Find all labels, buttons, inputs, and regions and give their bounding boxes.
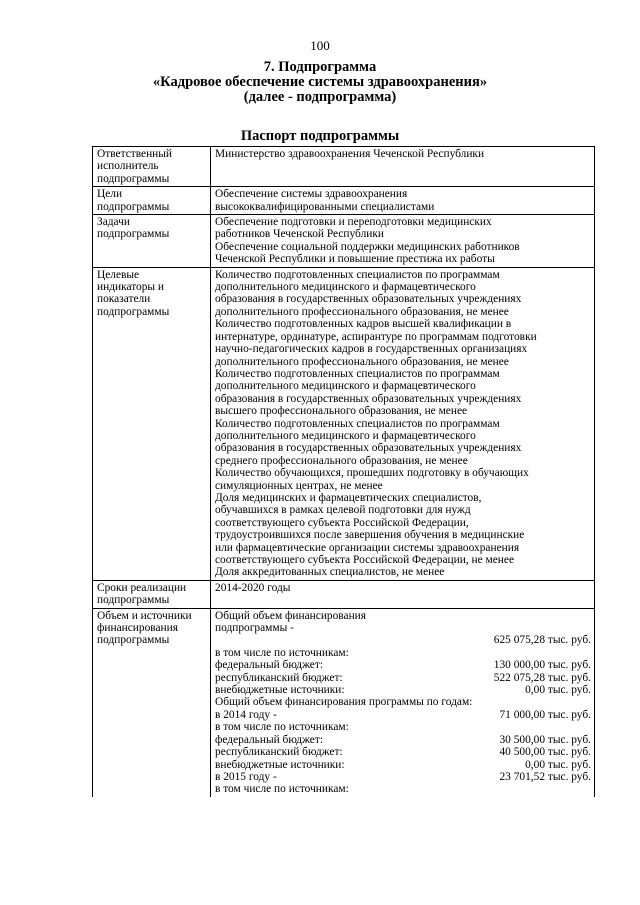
label-line: подпрограммы [97,172,170,185]
value-line: соответствующего субъекта Российской Федерации, не менее [215,554,514,566]
value-line: Чеченской Республики и повышение престижа их работы [215,253,495,266]
value-line: научно-педагогических кадров в государственных организациях [215,343,528,356]
year-2015-label: в 2015 году - [215,770,277,783]
value-goals [211,187,595,215]
value-line: симуляционных центрах, не менее [215,479,383,492]
value-line: или фармацевтические организации системы здравоохранения [215,541,520,554]
value-line: трудоустроившихся после завершения обучения в медицинские [215,529,525,542]
label-line: подпрограммы [97,305,170,318]
label-line: Целевые [97,268,140,281]
row-executor [93,147,595,187]
label-line: Ответственный [97,148,173,160]
value-terms [211,580,595,608]
label-line: подпрограммы [97,594,170,607]
row-tasks [93,215,595,268]
year-2014-amount: 71 000,00 тыс. руб. [499,708,591,721]
republic-label: республиканский бюджет: [215,671,343,684]
value-line: Доля аккредитованных специалистов, не менее [215,566,445,579]
label-line: подпрограммы [97,228,170,241]
row-financing [93,608,595,797]
federal-label: федеральный бюджет: [215,733,323,746]
value-line: Министерство здравоохранения Чеченской Республики [215,148,485,160]
passport-table [92,146,595,797]
value-tasks [211,215,595,268]
value-line: дополнительного медицинского и фармацевтического [215,281,476,294]
label-tasks [93,215,211,268]
extra-amount: 0,00 тыс. руб. [525,684,591,697]
financing-row-extra-2014 [215,759,591,771]
value-line: соответствующего субъекта Российской Федерации, [215,516,469,529]
extra-label: внебюджетные источники: [215,684,345,697]
year-2015-amount: 23 701,52 тыс. руб. [499,770,591,783]
federal-2014-amount: 30 500,00 тыс. руб. [499,733,591,746]
extra-label: внебюджетные источники: [215,758,345,771]
value-line: Количество подготовленных специалистов по программам [215,367,500,380]
label-financing [93,608,211,797]
passport-title: Паспорт подпрограммы [240,128,400,144]
subprogram-heading [0,60,640,105]
federal-amount: 130 000,00 тыс. руб. [493,659,591,672]
value-line: работников Чеченской Республики [215,228,384,241]
value-financing [211,608,595,797]
value-line: Количество подготовленных кадров высшей квалификации в [215,318,512,331]
heading-line-2: «Кадровое обеспечение системы здравоохранения» [152,74,488,90]
value-line: дополнительного профессионального образования, не менее [215,355,509,368]
financing-by-sources: в том числе по источникам: [215,783,349,796]
label-terms [93,580,211,608]
value-line: дополнительного профессионального образования, не менее [215,305,509,318]
label-line: подпрограммы [97,634,170,647]
financing-row-republic-2014 [215,746,591,758]
label-indicators [93,267,211,580]
financing-total-amount: 625 075,28 тыс. руб. [493,634,591,647]
republic-2014-amount: 40 500,00 тыс. руб. [499,746,591,759]
financing-row-2015 [215,771,591,783]
financing-by-years-title: Общий объем финансирования программы по годам: [215,696,473,709]
label-line: Задачи [97,216,130,229]
financing-row-federal [215,659,591,671]
value-line: дополнительного медицинского и фармацевтического [215,429,476,442]
financing-row-republic [215,672,591,684]
label-line: финансирования [97,622,178,635]
value-line: образования в государственных образовательных учреждениях [215,293,522,306]
label-line: Сроки реализации [97,581,187,594]
value-line: дополнительного медицинского и фармацевтического [215,380,476,393]
value-line: образования в государственных образовательных учреждениях [215,392,522,405]
label-goals [93,187,211,215]
value-line: Количество обучающихся, прошедших подготовку в обучающих [215,467,529,480]
value-line: образования в государственных образовательных учреждениях [215,442,522,455]
label-line: Цели [97,188,123,201]
row-goals [93,187,595,215]
value-line: обучавшихся в рамках целевой подготовки для нужд [215,504,471,517]
value-line: Количество подготовленных специалистов по программам [215,417,500,430]
label-line: исполнитель [97,160,159,173]
value-executor [211,147,595,187]
financing-row-2014 [215,709,591,721]
extra-2014-amount: 0,00 тыс. руб. [525,758,591,771]
financing-by-sources: в том числе по источникам: [215,646,349,659]
value-line: Обеспечение системы здравоохранения [215,188,408,201]
republic-amount: 522 075,28 тыс. руб. [493,671,591,684]
label-line: показатели [97,293,151,306]
year-2014-label: в 2014 году - [215,708,277,721]
label-line: индикаторы и [97,281,165,294]
financing-total-title: Общий объем финансирования [215,609,367,622]
label-line: Объем и источники [97,609,192,622]
value-line: 2014-2020 годы [215,581,291,594]
value-line: интернатуре, ординатуре, аспирантуре по программам подготовки [215,330,537,343]
row-terms [93,580,595,608]
label-line: подпрограммы [97,200,170,213]
value-line: среднего профессионального образования, не менее [215,454,468,467]
label-executor [93,147,211,187]
financing-row-federal-2014 [215,734,591,746]
value-line: Обеспечение подготовки и переподготовки медицинских [215,216,492,229]
value-indicators [211,267,595,580]
heading-line-3: (далее - подпрограмма) [243,89,397,105]
financing-row-extra [215,684,591,696]
value-line: высококвалифицированными специалистами [215,200,435,213]
federal-label: федеральный бюджет: [215,659,323,672]
heading-line-1: 7. Подпрограмма [263,59,377,75]
value-line: Доля медицинских и фармацевтических специалистов, [215,491,482,504]
financing-total-title: подпрограммы - [215,622,294,635]
page-number: 100 [310,38,330,53]
value-line: Количество подготовленных специалистов по программам [215,268,500,281]
row-indicators [93,267,595,580]
value-line: Обеспечение социальной поддержки медицинских работников [215,240,520,253]
value-line: высшего профессионального образования, не менее [215,405,468,418]
financing-by-sources: в том числе по источникам: [215,721,349,734]
republic-label: республиканский бюджет: [215,746,343,759]
